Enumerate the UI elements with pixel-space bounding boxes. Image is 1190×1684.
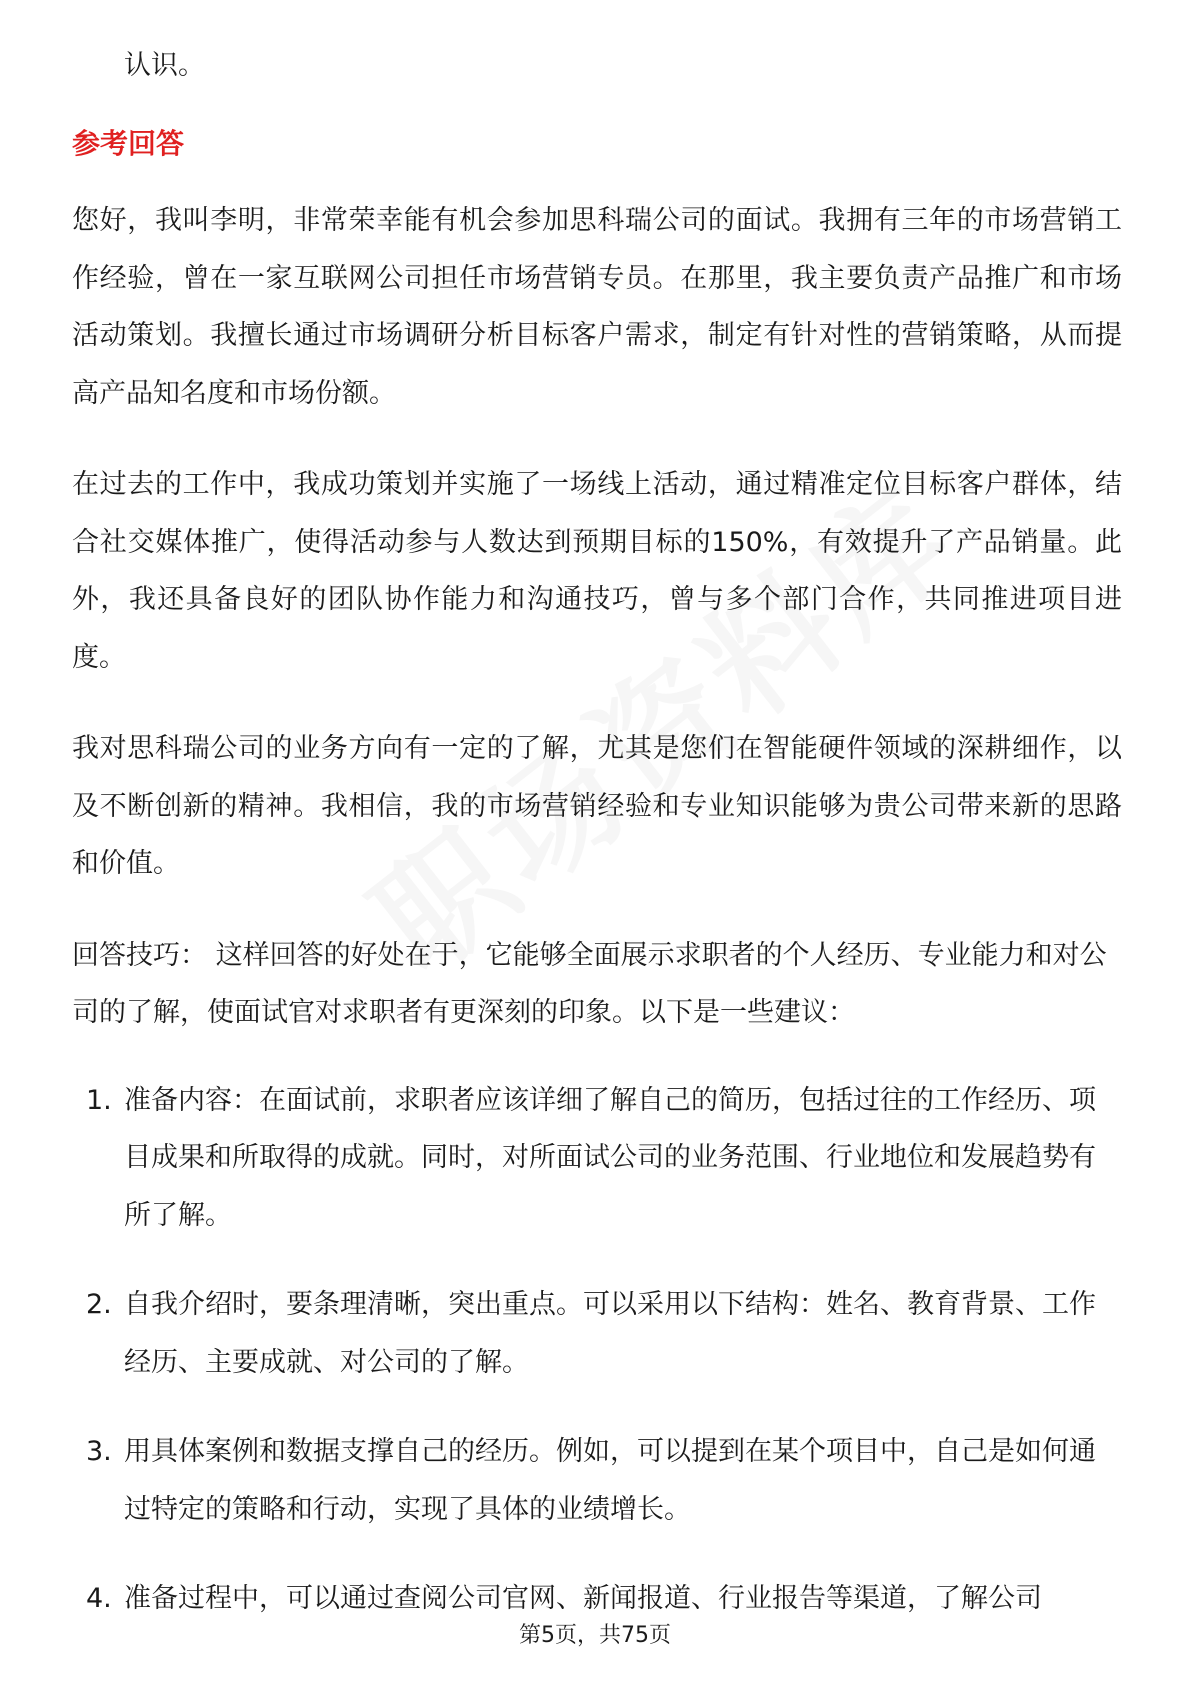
list-item-number: 1.: [86, 1084, 112, 1116]
list-item-text: 准备内容：在面试前，求职者应该详细了解自己的简历，包括过往的工作经历、项目成果和所取得的成就。同时，对所面试公司的业务范围、行业地位和发展趋势有所了解。: [124, 1084, 1096, 1231]
list-item-number: 2.: [86, 1289, 112, 1320]
answer-paragraph-1: 您好，我叫李明，非常荣幸能有机会参加思科瑞公司的面试。我拥有三年的市场营销工作经验，曾在一家互联网公司担任市场营销专员。在那里，我主要负责产品推广和市场活动策划。我擅长通过市场调研分析目标客户需求，制定有针对性的营销策略，从而提高产品知名度和市场份额。: [72, 205, 1122, 409]
page-content: [72, 46, 1122, 1660]
list-item: [72, 1072, 1122, 1245]
list-item: [72, 1423, 1122, 1538]
section-title: 参考回答: [72, 127, 185, 160]
list-item-number: 4.: [86, 1583, 112, 1614]
answer-paragraph-2: 在过去的工作中，我成功策划并实施了一场线上活动，通过精准定位目标客户群体，结合社交媒体推广，使得活动参与人数达到预期目标的150%，有效提升了产品销量。此外，我还具备良好的团队协作能力和沟通技巧，曾与多个部门合作，共同推进项目进度。: [72, 469, 1122, 673]
answer-paragraph-3: 我对思科瑞公司的业务方向有一定的了解，尤其是您们在智能硬件领域的深耕细作，以及不断创新的精神。我相信，我的市场营销经验和专业知识能够为贵公司带来新的思路和价值。: [72, 733, 1122, 879]
tips-intro: 回答技巧： 这样回答的好处在于，它能够全面展示求职者的个人经历、专业能力和对公司的了解，使面试官对求职者有更深刻的印象。以下是一些建议：: [72, 939, 1107, 1028]
list-item-number: 3.: [86, 1436, 112, 1467]
list-item-text: 自我介绍时，要条理清晰，突出重点。可以采用以下结构：姓名、教育背景、工作经历、主要成就、对公司的了解。: [124, 1289, 1096, 1378]
page-number: 第5页，共75页: [519, 1623, 671, 1648]
list-item-text: 准备过程中，可以通过查阅公司官网、新闻报道、行业报告等渠道，了解公司: [124, 1583, 1042, 1614]
list-item-text: 用具体案例和数据支撑自己的经历。例如，可以提到在某个项目中，自己是如何通过特定的策略和行动，实现了具体的业绩增长。: [124, 1436, 1096, 1525]
list-item: [72, 1276, 1122, 1391]
tips-list: [72, 1072, 1122, 1628]
continuation-text: 认识。: [124, 50, 205, 81]
